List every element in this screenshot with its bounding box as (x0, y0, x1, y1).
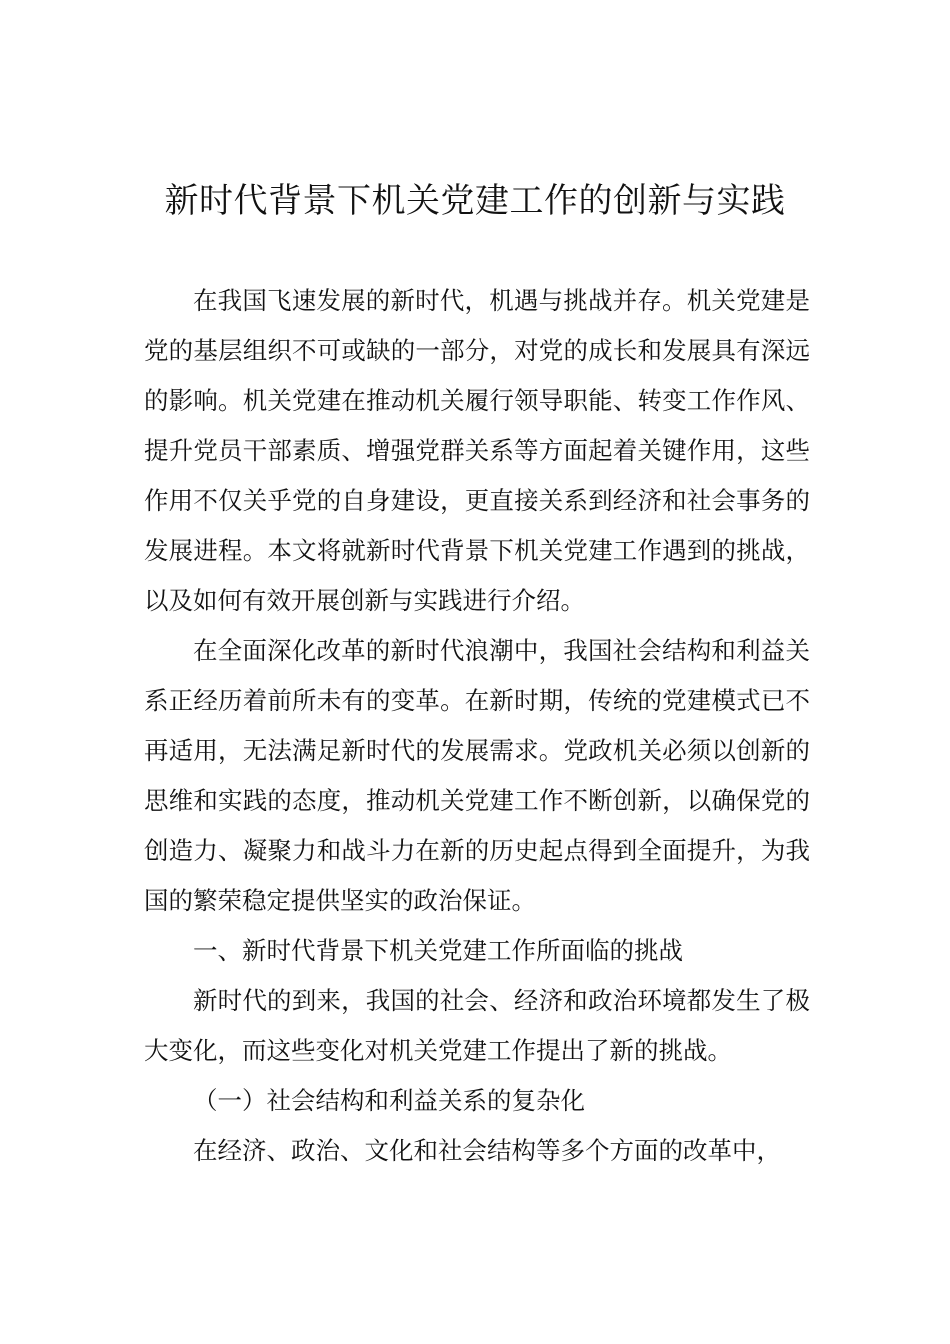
subsection-heading-1: （一）社会结构和利益关系的复杂化 (193, 1086, 585, 1115)
paragraph-intro: 在我国飞速发展的新时代，机遇与挑战并存。机关党建是党的基层组织不可或缺的一部分，对党的成长和发展具有深远的影响。机关党建在推动机关履行领导职能、转变工作作风、提升党员干部素质、增强党群关系等方面起着关键作用，这些作用不仅关乎党的自身建设，更直接关系到经济和社会事务的发展进程。本文将就新时代背景下机关党建工作遇到的挑战，以及如何有效开展创新与实践进行介绍。 (144, 286, 810, 615)
document-body (144, 276, 810, 1176)
paragraph-background: 在全面深化改革的新时代浪潮中，我国社会结构和利益关系正经历着前所未有的变革。在新时期，传统的党建模式已不再适用，无法满足新时代的发展需求。党政机关必须以创新的思维和实践的态度，推动机关党建工作不断创新，以确保党的创造力、凝聚力和战斗力在新的历史起点得到全面提升，为我国的繁荣稳定提供坚实的政治保证。 (144, 636, 810, 915)
document-title: 新时代背景下机关党建工作的创新与实践 (164, 181, 786, 221)
paragraph-section-1: 新时代的到来，我国的社会、经济和政治环境都发生了极大变化，而这些变化对机关党建工作提出了新的挑战。 (144, 986, 810, 1065)
paragraph-subsection-1: 在经济、政治、文化和社会结构等多个方面的改革中， (193, 1136, 781, 1165)
section-heading-1: 一、新时代背景下机关党建工作所面临的挑战 (193, 936, 683, 965)
